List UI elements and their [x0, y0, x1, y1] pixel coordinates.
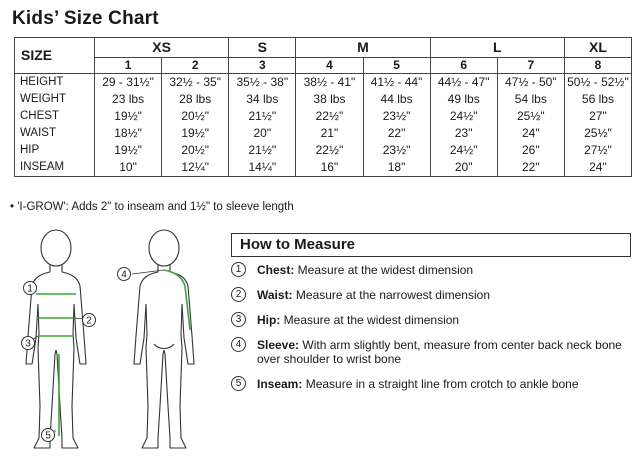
size-group-l: L: [430, 38, 564, 58]
step-number: 3: [231, 312, 246, 327]
table-cell: 22": [363, 125, 430, 142]
table-cell: 44 lbs: [363, 91, 430, 108]
table-cell: 24": [564, 159, 631, 177]
size-number: 6: [430, 58, 497, 74]
table-cell: 20½": [162, 108, 229, 125]
how-to-measure-panel: [231, 233, 631, 402]
size-number: 7: [497, 58, 564, 74]
table-cell: 21½": [229, 108, 296, 125]
size-group-xs: XS: [95, 38, 229, 58]
table-cell: 56 lbs: [564, 91, 631, 108]
table-cell: 23½": [363, 108, 430, 125]
size-number: 2: [162, 58, 229, 74]
table-row: [15, 125, 632, 142]
table-cell: 27": [564, 108, 631, 125]
marker-2: [83, 314, 96, 327]
table-cell: 21": [296, 125, 363, 142]
table-cell: 38 lbs: [296, 91, 363, 108]
table-cell: 54 lbs: [497, 91, 564, 108]
row-label-inseam: INSEAM: [15, 159, 95, 177]
svg-text:5: 5: [45, 430, 51, 442]
row-label-height: HEIGHT: [15, 74, 95, 92]
table-cell: 19½": [95, 142, 162, 159]
table-cell: 14¼": [229, 159, 296, 177]
table-cell: 49 lbs: [430, 91, 497, 108]
table-cell: 16": [296, 159, 363, 177]
size-number-row: [15, 58, 632, 74]
step-text: Measure at the widest dimension: [280, 313, 460, 327]
marker-3: [22, 337, 35, 350]
step-text: With arm slightly bent, measure from center back neck bone over shoulder to wrist bone: [257, 338, 622, 366]
table-cell: 23 lbs: [95, 91, 162, 108]
step-text: Measure at the narrowest dimension: [292, 288, 490, 302]
table-cell: 19½": [162, 125, 229, 142]
svg-text:2: 2: [86, 315, 92, 327]
size-number: 1: [95, 58, 162, 74]
step-term: Sleeve:: [257, 338, 300, 352]
table-cell: 18½": [95, 125, 162, 142]
table-row: [15, 159, 632, 177]
marker-1: [24, 282, 37, 295]
table-cell: 38½ - 41": [296, 74, 363, 92]
table-cell: 20": [430, 159, 497, 177]
step-number: 5: [231, 376, 246, 391]
step-text: Measure in a straight line from crotch to ankle bone: [302, 377, 579, 391]
table-cell: 24½": [430, 108, 497, 125]
size-number: 4: [296, 58, 363, 74]
svg-text:3: 3: [25, 338, 31, 350]
table-cell: 22½": [296, 108, 363, 125]
table-cell: 10": [95, 159, 162, 177]
table-cell: 24½": [430, 142, 497, 159]
table-cell: 18": [363, 159, 430, 177]
step-text: Measure at the widest dimension: [294, 263, 474, 277]
row-label-waist: WAIST: [15, 125, 95, 142]
table-cell: 50½ - 52½": [564, 74, 631, 92]
table-cell: 20": [229, 125, 296, 142]
size-number: 8: [564, 58, 631, 74]
measure-step: [231, 263, 631, 277]
size-chart-table: [14, 37, 632, 177]
table-cell: 26": [497, 142, 564, 159]
table-cell: 25½": [564, 125, 631, 142]
table-cell: 28 lbs: [162, 91, 229, 108]
step-term: Hip:: [257, 313, 281, 327]
step-term: Inseam:: [257, 377, 303, 391]
measure-step: [231, 313, 631, 327]
size-group-row: [15, 38, 632, 58]
step-term: Waist:: [257, 288, 293, 302]
row-label-hip: HIP: [15, 142, 95, 159]
size-group-s: S: [229, 38, 296, 58]
table-cell: 24": [497, 125, 564, 142]
table-cell: 47½ - 50": [497, 74, 564, 92]
row-label-weight: WEIGHT: [15, 91, 95, 108]
measure-steps: [231, 263, 631, 391]
size-group-m: M: [296, 38, 430, 58]
table-cell: 44½ - 47": [430, 74, 497, 92]
table-cell: 32½ - 35": [162, 74, 229, 92]
measure-step: [231, 338, 631, 366]
table-cell: 34 lbs: [229, 91, 296, 108]
table-row: [15, 91, 632, 108]
step-number: 1: [231, 262, 246, 277]
table-cell: 23": [430, 125, 497, 142]
table-cell: 29 - 31½": [95, 74, 162, 92]
step-term: Chest:: [257, 263, 295, 277]
step-number: 4: [231, 337, 246, 352]
size-group-xl: XL: [564, 38, 631, 58]
back-figure: [134, 230, 194, 448]
svg-text:4: 4: [121, 269, 127, 281]
row-label-chest: CHEST: [15, 108, 95, 125]
marker-4: [118, 268, 131, 281]
measure-step: [231, 377, 631, 391]
size-header: SIZE: [15, 38, 95, 74]
svg-text:1: 1: [27, 283, 33, 295]
how-to-measure-title: How to Measure: [231, 233, 631, 257]
table-row: [15, 108, 632, 125]
table-cell: 22": [497, 159, 564, 177]
measure-step: [231, 288, 631, 302]
table-row: [15, 74, 632, 92]
table-cell: 25½": [497, 108, 564, 125]
table-cell: 19½": [95, 108, 162, 125]
sleeve-line: [164, 270, 190, 330]
table-cell: 22½": [296, 142, 363, 159]
page-title: Kids’ Size Chart: [12, 8, 159, 29]
table-cell: 21½": [229, 142, 296, 159]
table-cell: 35½ - 38": [229, 74, 296, 92]
table-cell: 27½": [564, 142, 631, 159]
body-figures: [14, 226, 210, 462]
table-cell: 12¼": [162, 159, 229, 177]
table-row: [15, 142, 632, 159]
table-cell: 23½": [363, 142, 430, 159]
step-number: 2: [231, 287, 246, 302]
table-cell: 20½": [162, 142, 229, 159]
marker-5: [42, 429, 55, 442]
front-figure: [26, 230, 86, 448]
size-number: 5: [363, 58, 430, 74]
i-grow-footnote: • 'I-GROW': Adds 2" to inseam and 1½" to sleeve length: [10, 201, 294, 213]
table-cell: 41½ - 44": [363, 74, 430, 92]
size-number: 3: [229, 58, 296, 74]
